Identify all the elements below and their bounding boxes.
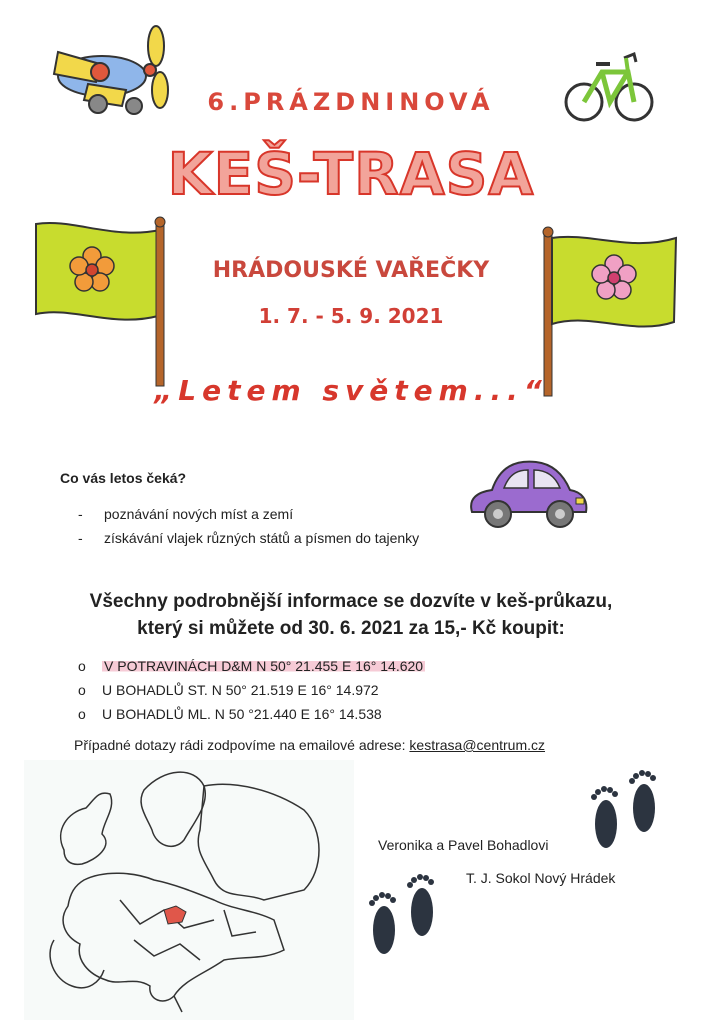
footprints-icon — [588, 768, 668, 858]
car-icon — [466, 456, 590, 534]
contact-text: Případné dotazy rádi zodpovíme na emailové adrese: — [74, 737, 410, 753]
signature-org: T. J. Sokol Nový Hrádek — [466, 870, 616, 886]
europe-map-icon — [24, 760, 354, 1020]
page-title: KEŠ-TRASA — [167, 140, 535, 208]
footprints-icon — [362, 866, 448, 962]
email-link[interactable]: kestrasa@centrum.cz — [409, 737, 546, 753]
location-text: U BOHADLŮ ML. N 50 °21.440 E 16° 14.538 — [102, 706, 382, 722]
location-item — [78, 654, 425, 678]
location-text: V POTRAVINÁCH D&M N 50° 21.455 E 16° 14.620 — [104, 658, 424, 674]
location-text: U BOHADLŮ ST. N 50° 21.519 E 16° 14.972 — [102, 682, 379, 698]
circle-bullet: o — [78, 682, 86, 698]
info-paragraph — [0, 588, 702, 642]
contact-line — [74, 737, 545, 753]
list-item — [78, 528, 428, 548]
info-line: který si můžete od 30. 6. 2021 za 15,- Kč koupit: — [137, 618, 565, 639]
question-heading: Co vás letos čeká? — [60, 470, 187, 486]
info-line: Všechny podrobnější informace se dozvíte v keš-průkazu, — [89, 591, 613, 612]
event-venue: HRÁDOUSKÉ VAŘEČKY — [212, 258, 490, 283]
event-dates: 1. 7. - 5. 9. 2021 — [258, 304, 444, 328]
list-item — [78, 504, 428, 524]
location-item — [78, 678, 425, 702]
event-motto: „Letem světem...“ — [154, 374, 548, 407]
signature-names: Veronika a Pavel Bohadlovi — [378, 837, 549, 853]
bullet-marker: - — [78, 506, 83, 522]
event-subtitle: 6.PRÁZDNINOVÁ — [207, 88, 495, 116]
activity-list — [78, 504, 428, 552]
circle-bullet: o — [78, 658, 86, 674]
list-item-text: poznávání nových míst a zemí — [104, 506, 294, 522]
circle-bullet: o — [78, 706, 86, 722]
bullet-marker: - — [78, 530, 83, 546]
flag-icon — [32, 218, 172, 388]
location-list — [78, 654, 425, 726]
list-item-text: získávání vlajek různých států a písmen do tajenky — [104, 530, 420, 546]
location-item — [78, 702, 425, 726]
